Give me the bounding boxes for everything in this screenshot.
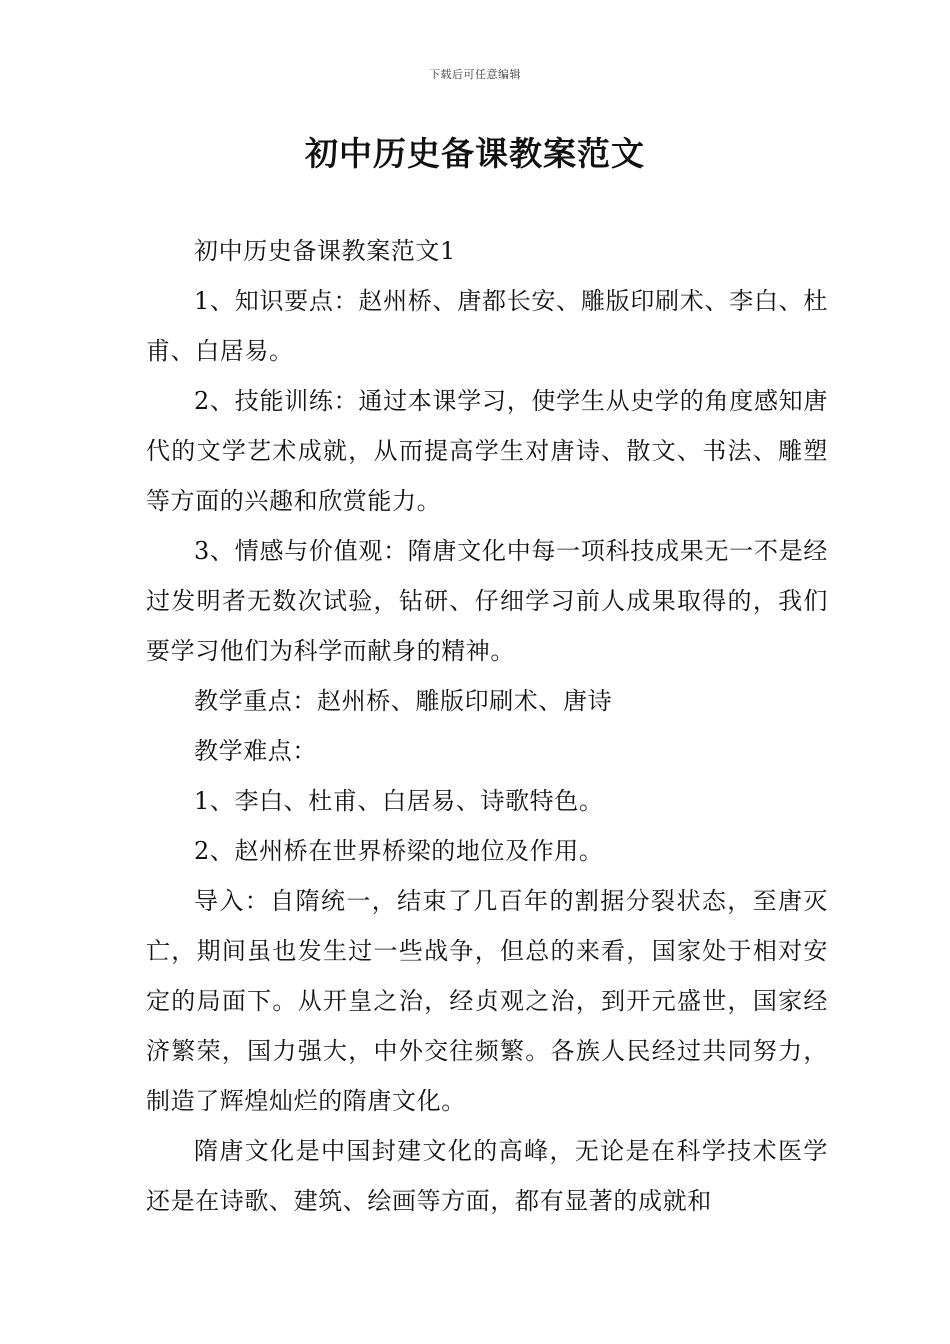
paragraph-introduction: 导入：自隋统一，结束了几百年的割据分裂状态，至唐灭亡，期间虽也发生过一些战争，但总的来看，国家处于相对安定的局面下。从开皇之治，经贞观之治，到开元盛世，国家经济繁荣，国力强大，中外交往频繁。各族人民经过共同努力，制造了辉煌灿烂的隋唐文化。 (146, 887, 828, 1115)
paragraph-teaching-difficulty: 教学难点： (194, 737, 317, 765)
page-header-note: 下载后可任意编辑 (429, 68, 521, 81)
paragraph-teaching-focus: 教学重点：赵州桥、雕版印刷术、唐诗 (194, 687, 613, 715)
paragraph-difficulty-2: 2、赵州桥在世界桥梁的地位及作用。 (194, 837, 604, 865)
paragraph-knowledge-points: 1、知识要点：赵州桥、唐都长安、雕版印刷术、李白、杜甫、白居易。 (146, 287, 828, 365)
document-title: 初中历史备课教案范文 (305, 134, 645, 173)
document-body (146, 226, 828, 1226)
paragraph-difficulty-1: 1、李白、杜甫、白居易、诗歌特色。 (194, 787, 604, 815)
paragraph-culture-summary: 隋唐文化是中国封建文化的高峰，无论是在科学技术医学还是在诗歌、建筑、绘画等方面，都有显著的成就和 (146, 1137, 828, 1215)
paragraph-values: 3、情感与价值观：隋唐文化中每一项科技成果无一不是经过发明者无数次试验，钻研、仔细学习前人成果取得的，我们要学习他们为科学而献身的精神。 (146, 537, 828, 665)
section-heading: 初中历史备课教案范文1 (194, 237, 456, 265)
paragraph-skill-training: 2、技能训练：通过本课学习，使学生从史学的角度感知唐代的文学艺术成就，从而提高学生对唐诗、散文、书法、雕塑等方面的兴趣和欣赏能力。 (146, 387, 828, 515)
